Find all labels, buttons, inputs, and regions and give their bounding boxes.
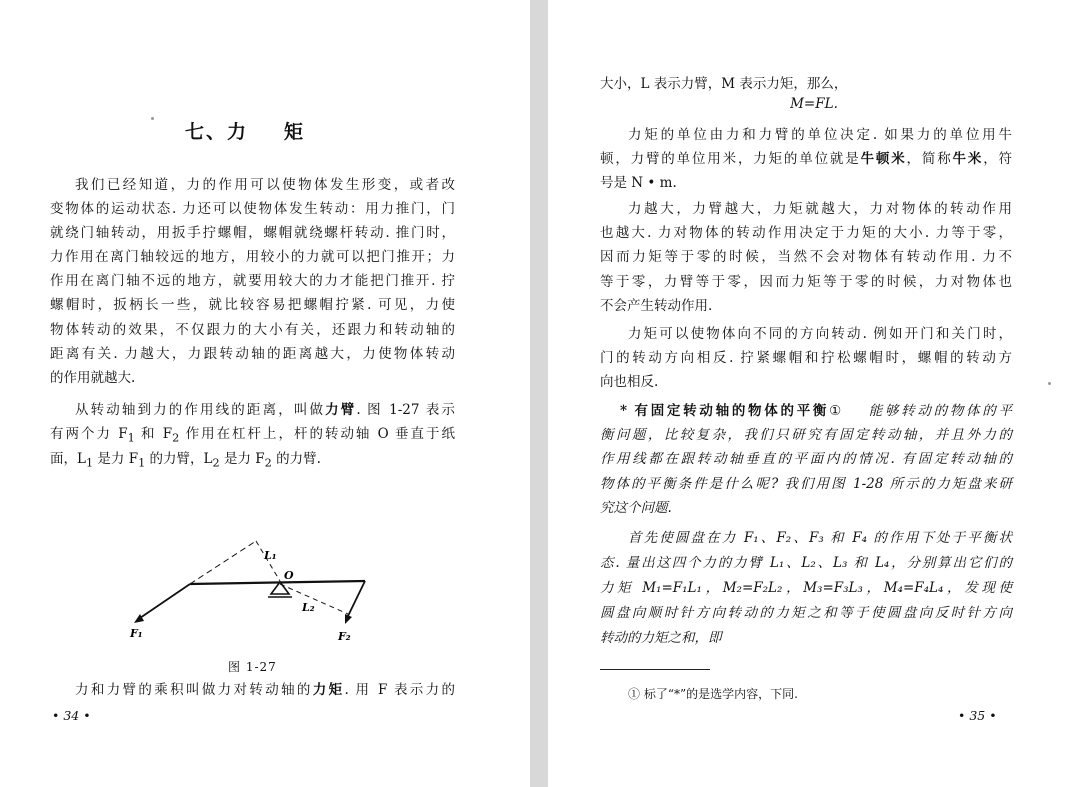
paragraph-line: 物体转动的效果，不仅跟力的大小有关，还跟力和转动轴的 bbox=[50, 322, 455, 338]
paragraph-line: 号是 N • m. bbox=[600, 175, 677, 191]
paragraph-line: 力矩的单位由力和力臂的单位决定. 如果力的单位用牛 bbox=[628, 127, 1012, 143]
paragraph-line: 因而力矩等于零的时候，当然不会对物体有转动作用. 力不 bbox=[600, 249, 1012, 265]
section-heading-optional: * 有固定转动轴的物体的平衡 bbox=[620, 403, 830, 419]
term-newton-meter: 牛顿米 bbox=[860, 151, 907, 167]
paragraph-line: 力越大，力臂越大，力矩就越大，力对物体的转动作用 bbox=[628, 201, 1012, 217]
paragraph-line: 首先使圆盘在力 F₁、F₂、F₃ 和 F₄ 的作用下处于平衡状 bbox=[628, 530, 1012, 546]
paragraph-line: 作用在离门轴不远的地方，就要用较大的力才能把门推开. 拧 bbox=[50, 273, 455, 289]
paragraph-line: 究这个问题. bbox=[600, 500, 672, 516]
section-title-part1: 七、力 bbox=[185, 121, 249, 143]
subscript: 2 bbox=[264, 456, 272, 470]
paragraph-line: 变物体的运动状态. 力还可以使物体发生转动：用力推门，门 bbox=[50, 201, 455, 217]
paragraph-line: 作用线都在跟转动轴垂直的平面内的情况. 有固定转动轴的 bbox=[600, 451, 1012, 467]
paragraph-line: 力矩可以使物体向不同的方向转动. 例如开门和关门时， bbox=[628, 326, 1012, 342]
text: ，符 bbox=[983, 151, 1013, 167]
subscript: 2 bbox=[172, 431, 180, 445]
paragraph-line: 转动的力矩之和，即 bbox=[600, 630, 722, 646]
subscript: 1 bbox=[85, 456, 94, 470]
paragraph-line: 物体的平衡条件是什么呢? 我们用图 1-28 所示的力矩盘来研 bbox=[600, 476, 1012, 492]
text: 是力 F bbox=[93, 451, 139, 467]
label-l1: L₁ bbox=[264, 549, 277, 562]
footnote: ① 标了“*”的是选学内容，下同. bbox=[628, 687, 798, 701]
scan-speck bbox=[151, 117, 154, 120]
text: ，简称 bbox=[906, 151, 953, 167]
page-number-left: • 34 • bbox=[52, 708, 91, 723]
text: 和 F bbox=[134, 426, 173, 442]
text: 顿，力臂的单位用米，力矩的单位就是 bbox=[600, 151, 861, 167]
unit-line bbox=[600, 147, 1012, 171]
paragraph-line: 力矩 M₁=F₁L₁，M₂=F₂L₂，M₃=F₃L₃，M₄=F₄L₄，发现使 bbox=[600, 580, 1012, 596]
section-title-part2: 矩 bbox=[284, 121, 306, 143]
lever-left-segment bbox=[140, 584, 190, 618]
paragraph-line: 大小，L 表示力臂，M 表示力矩，那么， bbox=[600, 76, 848, 92]
text: . 用 F 表示力的 bbox=[344, 682, 456, 698]
paragraph-line: 态. 量出这四个力的力臂 L₁、L₂、L₃ 和 L₄，分别算出它们的 bbox=[600, 555, 1012, 571]
footnote-marker: ① bbox=[829, 403, 844, 419]
footnote-rule bbox=[600, 669, 710, 670]
term-torque: 力矩 bbox=[312, 682, 345, 698]
text: 的力臂，L bbox=[145, 451, 213, 467]
text: . 图 1-27 表示 bbox=[356, 402, 456, 418]
paragraph-line: 就绕门轴转动，用扳手拧螺帽，螺帽就绕螺杆转动. 推门时， bbox=[50, 225, 455, 241]
right-page bbox=[548, 0, 1080, 787]
label-f2: F₂ bbox=[338, 630, 351, 643]
paragraph-line: 也越大. 力对物体的转动作用决定于力矩的大小. 力等于零， bbox=[600, 225, 1012, 241]
torque-definition-line bbox=[75, 678, 455, 702]
paragraph-line: 门的转动方向相反. 拧紧螺帽和拧松螺帽时，螺帽的转动方 bbox=[600, 350, 1012, 366]
paragraph-line: 我们已经知道，力的作用可以使物体发生形变，或者改 bbox=[75, 177, 455, 193]
formula-torque: M=FL. bbox=[790, 96, 838, 112]
term-nm-short: 牛米 bbox=[952, 151, 984, 167]
figure-caption: 图 1-27 bbox=[228, 660, 277, 674]
label-l2: L₂ bbox=[302, 601, 315, 614]
pivot-triangle bbox=[271, 582, 289, 594]
paragraph-line: 的作用就越大. bbox=[50, 370, 136, 386]
force-f2-arrow bbox=[345, 614, 352, 624]
f1-action-line bbox=[190, 541, 256, 584]
paragraph-line: 等于零，力臂等于零，因而力矩等于零的时候，力对物体也 bbox=[600, 274, 1012, 290]
text: 的力臂. bbox=[271, 451, 321, 467]
text: 能够转动的物体的平 bbox=[865, 403, 1012, 419]
label-f1: F₁ bbox=[130, 627, 143, 640]
text: 有两个力 F bbox=[50, 426, 128, 442]
subscript: 1 bbox=[127, 431, 135, 445]
left-page bbox=[0, 0, 530, 787]
paragraph-line: 圆盘向顺时针方向转动的力矩之和等于使圆盘向反时针方向 bbox=[600, 605, 1012, 621]
lever-bar bbox=[190, 581, 365, 584]
subscript: 2 bbox=[212, 456, 220, 470]
text: 作用在杠杆上，杆的转动轴 O 垂直于纸 bbox=[179, 426, 455, 442]
scan-speck bbox=[1048, 382, 1051, 385]
text: 是力 F bbox=[219, 451, 265, 467]
paragraph-line: 衡问题，比较复杂，我们只研究有固定转动轴，并且外力的 bbox=[600, 427, 1012, 443]
subscript: 1 bbox=[138, 456, 146, 470]
paragraph-line: 距离有关. 力越大，力跟转动轴的距离越大，力使物体转动 bbox=[50, 346, 455, 362]
paragraph-line: 螺帽时，扳柄长一些，就比较容易把螺帽拧紧. 可见，力使 bbox=[50, 297, 455, 313]
text: 面，L bbox=[50, 451, 86, 467]
paragraph-line: 向也相反. bbox=[600, 374, 659, 390]
label-o: O bbox=[284, 569, 294, 582]
text: 力和力臂的乘积叫做力对转动轴的 bbox=[75, 682, 313, 698]
section-heading-line bbox=[620, 399, 1012, 423]
page-number-right: • 35 • bbox=[958, 708, 997, 723]
term-lever-arm: 力臂 bbox=[325, 402, 357, 418]
text: 从转动轴到力的作用线的距离，叫做 bbox=[75, 402, 326, 418]
lever-right-segment bbox=[348, 581, 365, 616]
paragraph-line: 力作用在离门轴较远的地方，用较小的力就可以把门推开；力 bbox=[50, 249, 455, 265]
paragraph-line: 不会产生转动作用. bbox=[600, 298, 713, 314]
book-gutter bbox=[530, 0, 548, 787]
